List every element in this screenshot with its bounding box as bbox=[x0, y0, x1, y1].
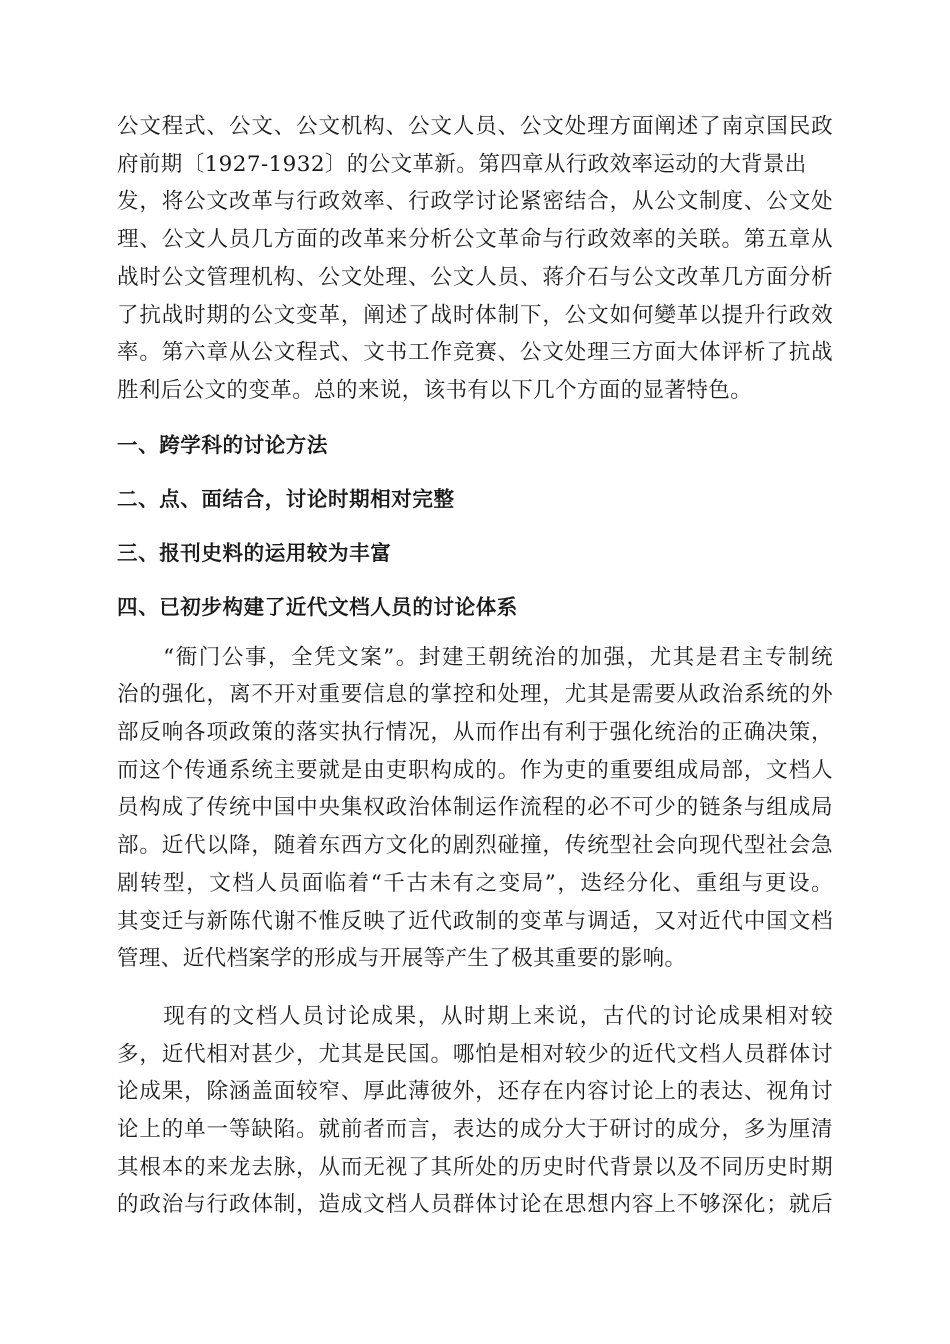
text-line: 部。近代以降，随着东西方文化的剧烈碰撞，传统型社会向现代型社会急 bbox=[117, 833, 833, 859]
paragraph-existing-research bbox=[117, 998, 833, 1224]
text-line: 管理、近代档案学的形成与开展等产生了极其重要的影响。 bbox=[117, 946, 687, 972]
text-line: 府前期〔1927-1932〕的公文革新。第四章从行政效率运动的大背景出 bbox=[117, 151, 807, 177]
paragraph-chapter-summary bbox=[117, 108, 833, 410]
section-heading-2: 二、点、面结合，讨论时期相对完整 bbox=[117, 486, 455, 511]
text-line: 治的强化，离不开对重要信息的掌控和处理，尤其是需要从政治系统的外 bbox=[117, 682, 833, 708]
text-line: 论上的单一等缺陷。就前者而言，表达的成分大于研讨的成分，多为厘清 bbox=[117, 1117, 833, 1143]
section-heading-1: 一、跨学科的讨论方法 bbox=[117, 432, 328, 457]
text-line: 理、公文人员几方面的改革来分析公文革命与行政效率的关联。第五章从 bbox=[117, 227, 833, 253]
text-line: 的政治与行政体制，造成文档人员群体讨论在思想内容上不够深化；就后 bbox=[117, 1192, 833, 1218]
text-line: 部反响各项政策的落实执行情况，从而作出有利于强化统治的正确决策， bbox=[117, 720, 833, 746]
text-line: 战时公文管理机构、公文处理、公文人员、蒋介石与公文改革几方面分析 bbox=[117, 264, 833, 290]
paragraph-archive-personnel bbox=[117, 639, 833, 978]
text-line: 发，将公文改革与行政效率、行政学讨论紧密结合，从公文制度、公文处 bbox=[117, 189, 833, 215]
text-line: 率。第六章从公文程式、文书工作竞赛、公文处理三方面大体评析了抗战 bbox=[117, 340, 833, 366]
text-line: 其变迁与新陈代谢不惟反映了近代政制的变革与调适，又对近代中国文档 bbox=[117, 908, 833, 934]
section-heading-4: 四、已初步构建了近代文档人员的讨论体系 bbox=[117, 594, 518, 619]
text-line: 现有的文档人员讨论成果，从时期上来说，古代的讨论成果相对较 bbox=[117, 1003, 833, 1029]
document-page bbox=[117, 108, 833, 1224]
text-line: 论成果，除涵盖面较窄、厚此薄彼外，还存在内容讨论上的表达、视角讨 bbox=[117, 1079, 833, 1105]
text-line: 其根本的来龙去脉，从而无视了其所处的历史时代背景以及不同历史时期 bbox=[117, 1154, 833, 1180]
text-line: 而这个传通系统主要就是由吏职构成的。作为吏的重要组成局部，文档人 bbox=[117, 757, 833, 783]
text-line: “衙门公事，全凭文案”。封建王朝统治的加强，尤其是君主专制统 bbox=[117, 644, 833, 670]
text-line: 多，近代相对甚少，尤其是民国。哪怕是相对较少的近代文档人员群体讨 bbox=[117, 1041, 833, 1067]
text-line: 剧转型，文档人员面临着“千古未有之变局”，迭经分化、重组与更设。 bbox=[117, 870, 833, 896]
section-heading-3: 三、报刊史料的运用较为丰富 bbox=[117, 540, 392, 565]
text-line: 胜利后公文的变革。总的来说，该书有以下几个方面的显著特色。 bbox=[117, 377, 753, 403]
text-line: 了抗战时期的公文变革，阐述了战时体制下，公文如何變革以提升行政效 bbox=[117, 302, 833, 328]
text-line: 公文程式、公文、公文机构、公文人员、公文处理方面阐述了南京国民政 bbox=[117, 114, 833, 139]
text-line: 员构成了传统中国中央集权政治体制运作流程的必不可少的链条与组成局 bbox=[117, 795, 833, 821]
